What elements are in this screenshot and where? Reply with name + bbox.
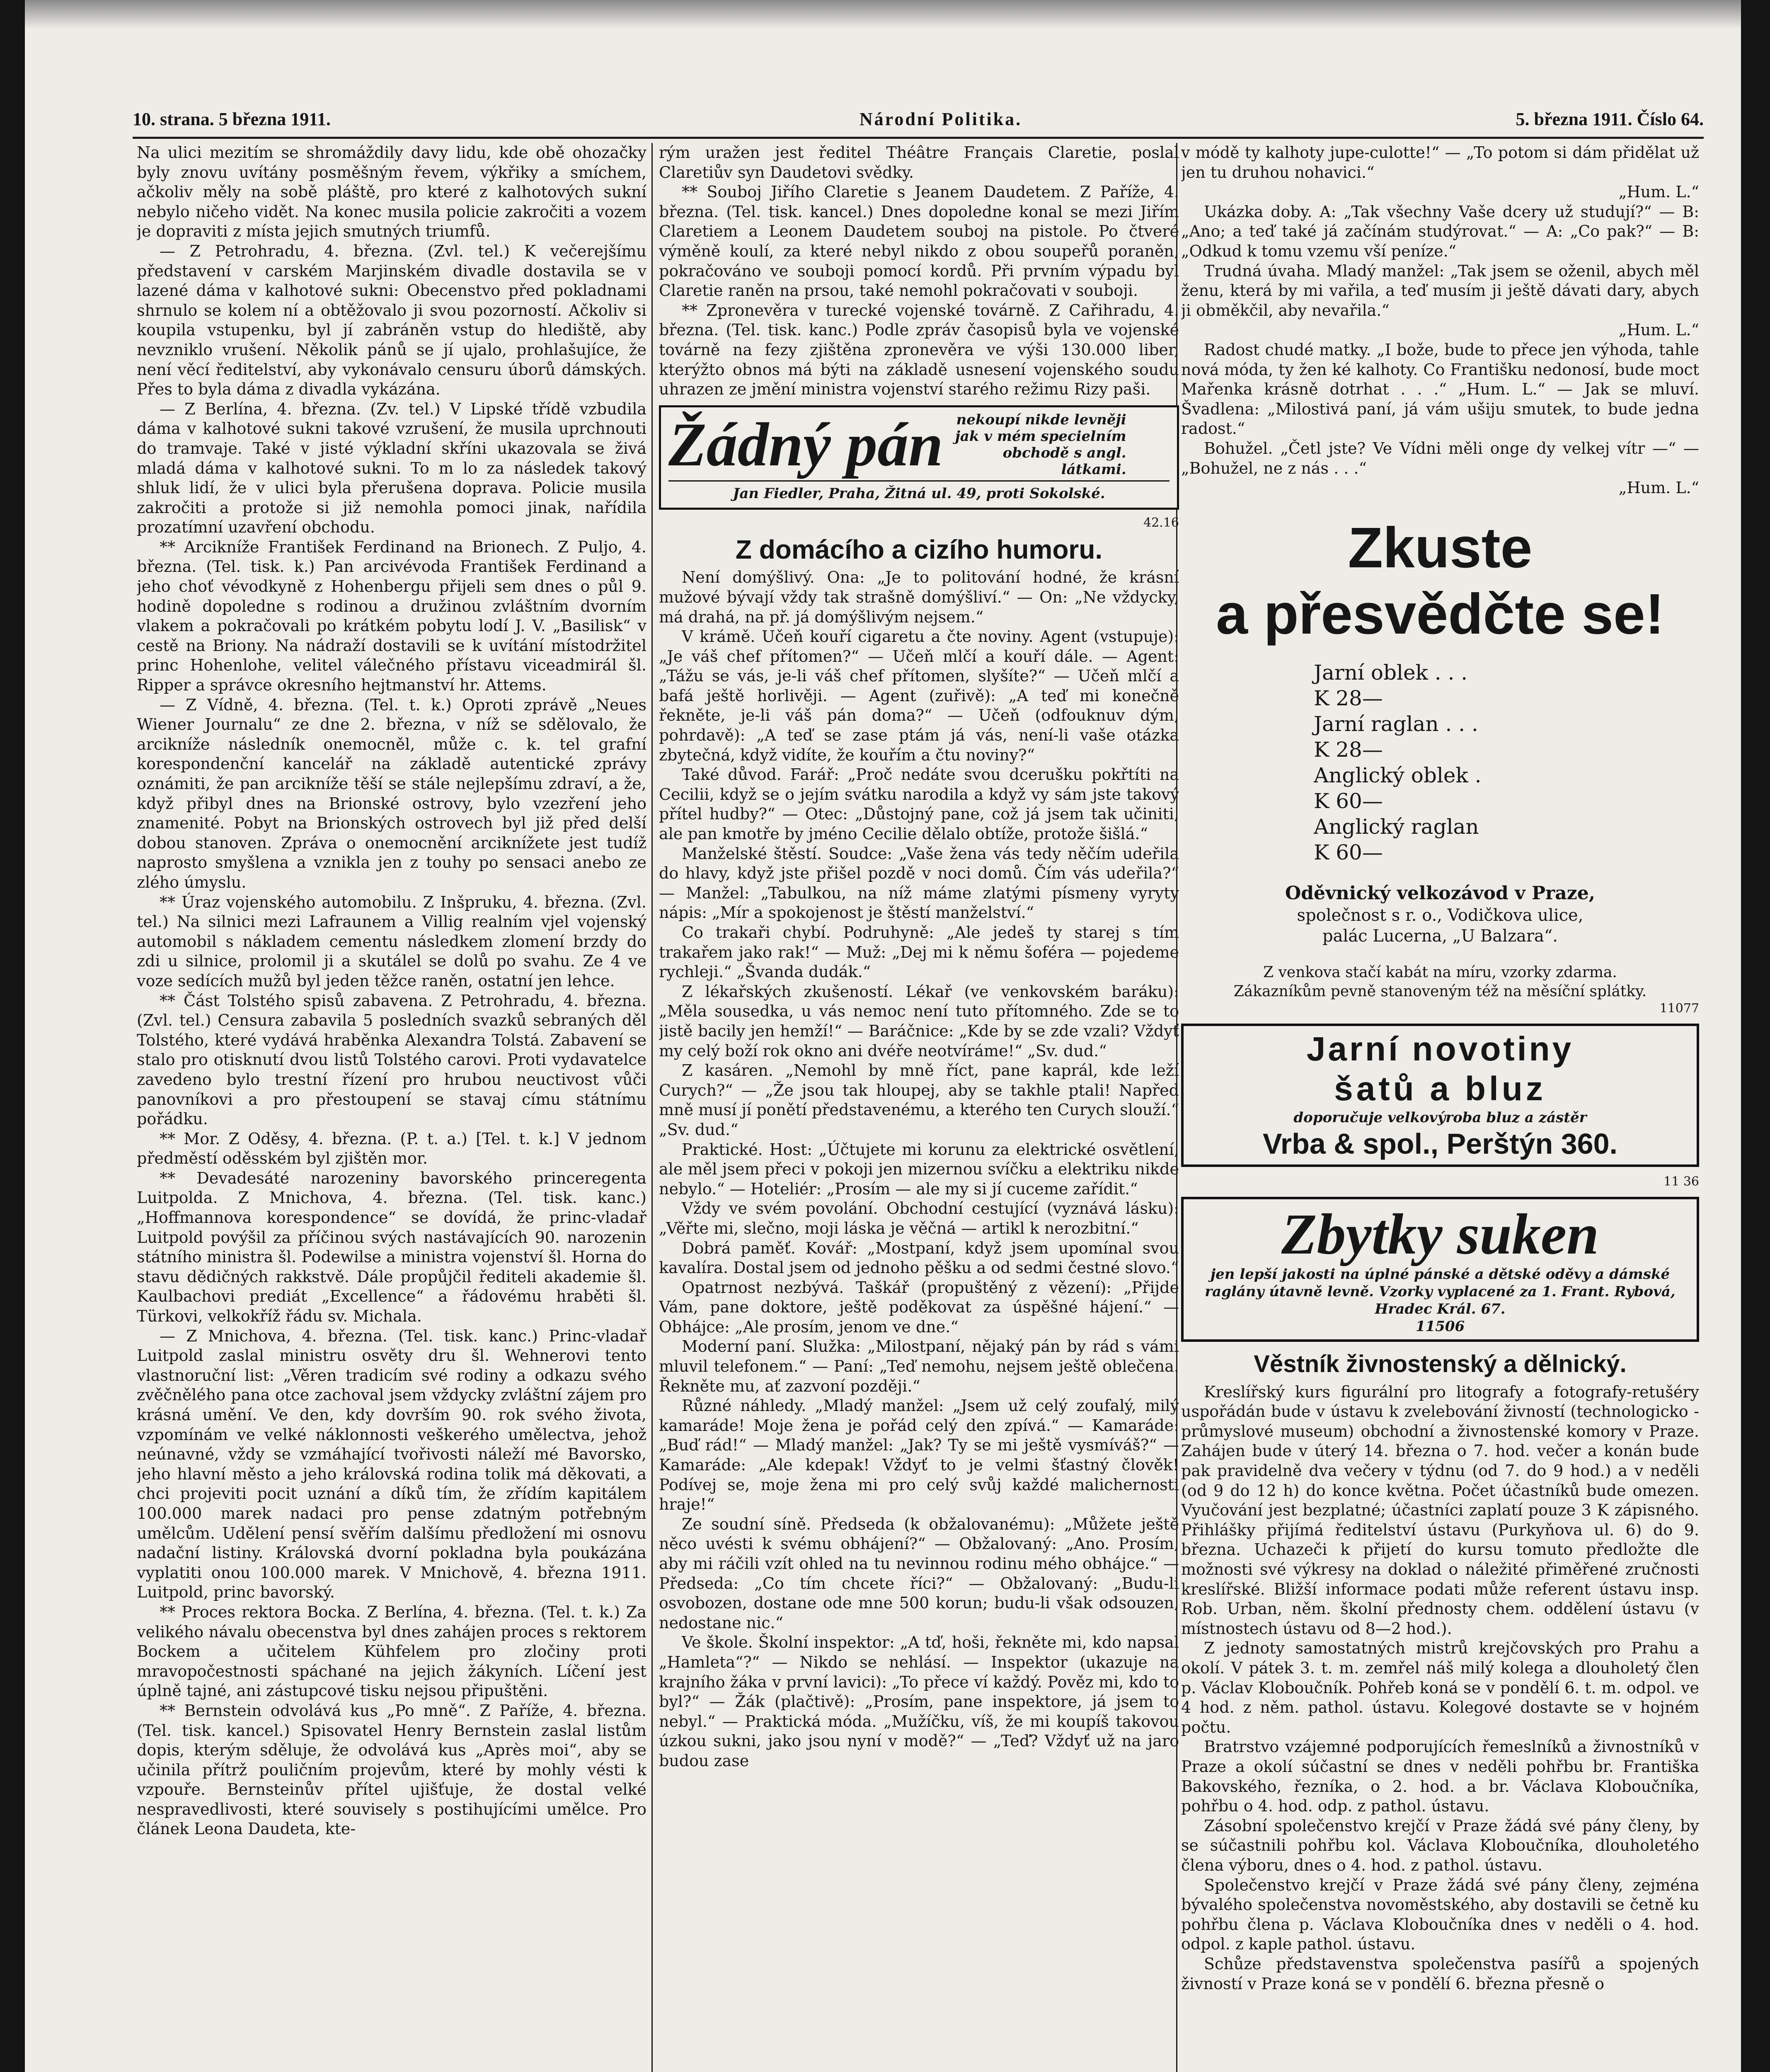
header-rule	[133, 137, 1704, 139]
article-paragraph: ** Devadesáté narozeniny bavorského princeregenta Luitpolda. Z Mnichova, 4. března. (Tel. tisk. kanc.) „Hoffmannova korespondence“ se dovídá, že princ-vladař Luitpold povýšil za příčinou svých nastávajících 90. narozenin státního ministra šl. Podewilse a ministra vojenství šl. Horna do stavu dědičných rakkstvě. Dále propůjčil řediteli akademie šl. Kaulbachovi prediát „Excellence“ a řádovému hraběti šl. Türkovi, velkokříž řádu sv. Michala.	[137, 1169, 646, 1326]
advertisement-zkuste	[1181, 515, 1699, 1016]
humor-paragraph: Opatrnost nezbývá. Taškář (propuštěný z vězení): „Přijde Vám, pane doktore, ještě poděkovat za úspěšné hájení.“ — Obhájce: „Ale prosím, jenom ve dne.“	[659, 1278, 1179, 1336]
humor-paragraph: Manželské štěstí. Soudce: „Vaše žena vás tedy něčím udeřila do hlavy, když jste přišel pozdě v noci domů. Čím vás udeřila?“ — Manžel: „Tabulkou, na níž máme zlatými písmeny vyryty nápis: „Mír a spokojenost je štěstí manželství.“	[659, 844, 1179, 922]
humor-paragraph: Dobrá paměť. Kovář: „Mostpaní, když jsem upomínal svou kavalíra. Dostal jsem od jednoho pěšku a od sedmi čestné slovo.“	[659, 1239, 1179, 1277]
humor-paragraph: Vždy ve svém povolání. Obchodní cestující (vyznává lásku): „Věřte mi, slečno, moji láska je věčná — artikl k nerozbitní.“	[659, 1199, 1179, 1237]
header-date-number: 5. března 1911. Číslo 64.	[1516, 109, 1704, 129]
price-row	[1314, 711, 1699, 762]
humor-paragraph: Z kasáren. „Nemohl by mně říct, pane kaprál, kde leží Curych?“ — „Že jsou tak hloupej, aby se takhle ptali! Napřed mně musí jí ponětí představenému, a kterého ten Curych slouží.“ „Sv. dud.“	[659, 1061, 1179, 1139]
humor-paragraph: Praktické. Host: „Účtujete mi korunu za elektrické osvětlení, ale měl jsem přeci v pokoji jen mizernou svíčku a elektriku nikde nebylo.“ — Hoteliér: „Prosím — ale my si jí cuceme zařídit.“	[659, 1140, 1179, 1198]
article-paragraph: Na ulici mezitím se shromáždily davy lidu, kde obě ohozačky byly znovu uvítány posměšným řevem, výkřiky a smíchem, ačkoliv měly na sobě pláště, pro které z kalhotových sukní nebylo ničeho vidět. Na konec musila policie zakročiti a vozem je dopraviti z místa jejich smutných triumfů.	[137, 143, 646, 241]
ad-number: 11077	[1659, 1001, 1699, 1016]
article-paragraph: ** Bernstein odvolává kus „Po mně“. Z Paříže, 4. března. (Tel. tisk. kancel.) Spisovatel Henry Bernstein zaslal listům dopis, kterým sděluje, že odvolává kus „Après moi“, aby se učinila přítrž pouličním projevům, které by mohly vésti k vzpouře. Bernsteinův přítel ujišťuje, že dostal velké nespravedlivosti, které souvisely s postihujícími umělce. Pro článek Leona Daudeta, kte-	[137, 1701, 646, 1838]
ad-store-line: společnost s r. o., Vodičkova ulice,	[1297, 905, 1584, 925]
article-paragraph: ** Zpronevěra v turecké vojenské továrně. Z Cařihradu, 4. března. (Tel. tisk. kanc.) Podle zpráv časopisů byla ve vojenské továrně na fezy zjištěna zpronevěra ve výši 130.000 liber, kterýžto obnos má býti na základě usnesení vojenského soudu uhrazen ze jmění ministra vojenství starého režimu Rizy paši.	[659, 301, 1179, 399]
ad-headline-line1: Zkuste	[1348, 516, 1533, 580]
humor-paragraph: Není domýšlivý. Ona: „Je to politování hodné, že krásní mužové bývají vždy tak strašně domýšliví.“ — On: „Ne vždycky, má drahá, na př. já domýšlivým nejsem.“	[659, 568, 1179, 626]
humor-paragraph: Radost chudé matky. „I bože, bude to přece jen výhoda, tahle nová móda, ty žen ké kalhoty. Co Františku nedonosí, bude moct Mařenka krásně dotrhat . . .“ „Hum. L.“ — Jak se mluví. Švadlena: „Milostivá paní, já vám ušiju smutek, to bude jedna radost.“	[1181, 340, 1699, 438]
article-paragraph: Zásobní společenstvo krejčí v Praze žádá své pány členy, by se súčastnili pohřbu kol. Václava Kloboučníka, dlouholetého člena výboru, dnes o 4. hod. z pathol. ústavu.	[1181, 1816, 1699, 1874]
ad-address: Jan Fiedler, Praha, Žitná ul. 49, proti Sokolské.	[668, 480, 1170, 504]
ad-headline: Žádný pán	[668, 410, 943, 479]
ad-company: Vrba & spol., Perštýn 360.	[1263, 1127, 1617, 1160]
column-1	[137, 143, 646, 2072]
ad-text: 11506	[1415, 1318, 1465, 1335]
column-2	[659, 143, 1179, 2072]
signature: „Hum. L.“	[1618, 321, 1699, 339]
advertisement-jarni-novotiny	[1181, 1024, 1699, 1167]
price-value: K 60—	[1314, 840, 1383, 864]
signature: „Hum. L.“	[1618, 183, 1699, 201]
price-item: Anglický oblek .	[1314, 763, 1482, 787]
article-paragraph: ** Úraz vojenského automobilu. Z Inšpruku, 4. března. (Zvl. tel.) Na silnici mezi Lafraunem a Villig realním vjel vojenský automobil s nákladem cementu následkem zlomení brzdy do zdi u silnice, prolomil ji a skutálel se dolů po svahu. Ze 4 ve voze sedících mužů byl jeden těžce raněn, ostatní jen lehce.	[137, 893, 646, 990]
humor-paragraph: V krámě. Učeň kouří cigaretu a čte noviny. Agent (vstupuje): „Je váš chef přítomen?“ — Učeň mlčí a kouří dále. — Agent: „Tážu se vás, je-li váš chef přítomen, slyšíte?“ — Učeň mlčí a bafá ještě horlivěji. — Agent (zuřivě): „A teď mi konečně řekněte, je-li váš pán doma?“ — Učeň (odfouknuv dým, pohrdavě): „A teď se zase ptám já vás, není-li vaše otázka zbytečná, když vidíte, že kouřím a čtu noviny?“	[659, 627, 1179, 764]
ad-number: 42.16	[1143, 516, 1179, 530]
article-paragraph: ** Proces rektora Bocka. Z Berlína, 4. března. (Tel. t. k.) Za velikého návalu obecenstva byl dnes zahájen proces s rektorem Bockem a učitelem Kühfelem pro zločiny proti mravopočestnosti spáchané na jejich žákyních. Líčení jest úplně tajné, ani zástupcové tisku nejsou připuštěni.	[137, 1602, 646, 1700]
article-paragraph: — Z Berlína, 4. března. (Zv. tel.) V Lipské třídě vzbudila dáma v kalhotové sukni takové vzrušení, že musila uprchnouti do tramvaje. Také v jisté výkladní skříni ukazovala se živá mladá dáma v kalhotové sukni. To m lo za následek takový shluk lidí, že v ulici byla přerušena doprava. Policie musila zakročiti a protože si již nemohla pomoci jinak, nařídila prozatímní uzavření obchodu.	[137, 399, 646, 537]
ad-headline-line2: a přesvědčte se!	[1216, 582, 1664, 646]
price-item: Jarní raglan . . .	[1314, 712, 1478, 736]
humor-paragraph: Také důvod. Farář: „Proč nedáte svou dcerušku pokřtíti na Cecilii, když se o jejím svátku narodila a když vy sám jste takový přítel hudby?“ — Otec: „Důstojný pane, což já jsem tak učiniti, ale pan kmotře by jméno Cecilie dělalo obtíže, protože šišlá.“	[659, 765, 1179, 843]
advertisement-zbytky-suken	[1181, 1197, 1699, 1342]
humor-paragraph: Moderní paní. Služka: „Milostpaní, nějaký pán by rád s vámi mluvil telefonem.“ — Paní: „Teď nemohu, nejsem ještě oblečena. Řekněte mu, ať zazvoní později.“	[659, 1337, 1179, 1395]
price-row	[1314, 660, 1699, 711]
price-item: Jarní oblek . . .	[1314, 660, 1468, 685]
article-paragraph: Společenstvo krejčí v Praze žádá své pány členy, zejména bývalého společenstva novoměstského, aby dostavili se četně ku pohřbu člena p. Václava Kloboučníka dnes v neděli o 4. hod. odpol. z kaple pathol. ústavu.	[1181, 1876, 1699, 1953]
section-title: Z domácího a cizího humoru.	[735, 535, 1103, 565]
header-newspaper-title: Národní Politika.	[859, 109, 1022, 129]
ad-headline: Jarní novotiny	[1306, 1030, 1574, 1068]
article-paragraph: — Z Vídně, 4. března. (Tel. t. k.) Oproti zprávě „Neues Wiener Journalu“ ze dne 2. března, v níž se sdělovalo, že arcikníže následník onemocněl, může c. k. tel grafní korespondenční kancelář na základě autentické zprávy oznámiti, že pan arcikníže těší se stále nejlepšímu zdraví, a že, když přibyl dnes na Brionské ostrovy, bylo vzezření jeho znamenité. Pobyt na Brionských ostrovech byl již před delší dobou stanoven. Zpráva o onemocnění arciknížete jest tudíž naprosto smyšlena a vznikla jen z touhy po sensaci anebo ze zlého úmyslu.	[137, 695, 646, 891]
article-paragraph: Kreslířský kurs figurální pro litografy a fotografy-retušéry uspořádán bude v ústavu k zvelebování živností (technologicko - průmyslové museum) obchodní a živnostenské komory v Praze. Zahájen bude v úterý 14. března o 7. hod. večer a konán bude pak pravidelně dva večery v týdnu (od 7. do 9 hod.) a v neděli (od 9 do 12 h) do konce května. Počet účastníků bude omezen. Vyučování jest bezplatné; účastníci zaplatí pouze 3 K zápisného. Přihlášky přijímá ředitelství ústavu (Purkyňova ul. 6) do 9. března. Uchazeči k přijetí do kursu tomuto předložte dle možnosti své výkresy na doklad o náležité přiměřené zručnosti kreslířské. Bližší informace podati může referent ústavu insp. Rob. Urban, něm. školní přednosty chem. oddělení ústavu (v místnostech ústavu od 8—2 hod.).	[1181, 1382, 1699, 1638]
column-3	[1181, 143, 1699, 2072]
signature: „Hum. L.“	[1618, 479, 1699, 497]
scan-right-edge	[1741, 0, 1770, 2072]
humor-paragraph: Co trakaři chybí. Podruhyně: „Ale jedeš ty starej s tím trakařem jako rak!“ — Muž: „Dej mi k němu šoféra — pojedeme rychleji.“ „Švanda dudák.“	[659, 923, 1179, 981]
ad-side-text: nekoupí nikde levněji jak v mém specielním obchodě s angl. látkami.	[955, 411, 1126, 478]
article-paragraph: — Z Petrohradu, 4. března. (Zvl. tel.) K večerejšímu představení v carském Marjinském divadle dostavila se v lazené dáma v kalhotové sukni: Obecenstvo před pokladnami shrnulo se kolem ní a obtěžovalo ji svou pozorností. Ačkoliv si koupila vstupenku, byl jí zabráněn vstup do hlediště, aby nevzniklo vrušení. Několik pánů se jí ujalo, prohlašujíce, že není věcí ředitelství, aby vykonávalo censuru úborů dámských. Přes to byla dáma z divadla vykázána.	[137, 242, 646, 399]
humor-paragraph: v módě ty kalhoty jupe-culotte!“ — „To potom si dám přidělat už jen tu druhou nohavici.“	[1181, 143, 1699, 182]
scan-top-edge	[0, 0, 1770, 29]
ad-headline: Zbytky suken	[1281, 1202, 1599, 1266]
article-paragraph: Z jednoty samostatných mistrů krejčovských pro Prahu a okolí. V pátek 3. t. m. zemřel náš milý kolega a dlouholetý člen p. Václav Kloboučník. Pohřeb koná se v pondělí 6. t. m. odpol. ve 4 hod. z něm. pathol. ústavu. Kolegové dostavte se v hojném počtu.	[1181, 1639, 1699, 1736]
ad-text: jen lepší jakosti na úplné pánské a dětské oděvy a dámské raglány útavně levně. Vzorky vyplacené za 1. Frant. Rybová, Hradec Král. 67.	[1205, 1266, 1676, 1317]
page-header	[133, 109, 1704, 133]
humor-paragraph: Ve škole. Školní inspektor: „A tď, hoši, řekněte mi, kdo napsal „Hamleta“?“ — Nikdo se nehlásí. — Inspektor (ukazuje na krajního žáka v první lavici): „To přece ví každý. Pověz mi, kdo to byl?“ — Žák (plačtivě): „Prosím, pane inspektore, já jsem to nebyl.“ — Praktická móda. „Mužíčku, víš, že mi koupíš takovou úzkou sukni, jako jsou nyní v modě?“ — „Teď? Vždyť už na jaro budou zase	[659, 1633, 1179, 1770]
article-paragraph: ** Souboj Jiřího Claretie s Jeanem Daudetem. Z Paříže, 4. března. (Tel. tisk. kancel.) Dnes dopoledne konal se mezi Jiřím Claretiem a Leonem Daudetem souboj na pistole. Po čtveré výměně koulí, za které nebyl nikdo z obou soupeřů poraněn, pokračováno ve souboji pomocí kordů. Při prvním výpadu byl Claretie raněn na prsou, také nemohl pokračovati v souboji.	[659, 183, 1179, 300]
ad-headline: šatů a bluz	[1334, 1070, 1546, 1108]
price-row	[1314, 814, 1699, 865]
price-row	[1314, 762, 1699, 814]
humor-paragraph: Ukázka doby. A: „Tak všechny Vaše dcery už studují?“ — B: „Ano; a teď také já začínám studýrovat.“ — A: „Co pak?“ — B: „Odkud k tomu vzemu vší peníze.“	[1181, 202, 1699, 260]
column-divider	[651, 143, 653, 2072]
ad-store-name: Oděvnický velkozávod v Praze,	[1285, 882, 1596, 904]
ad-store-line: palác Lucerna, „U Balzara“.	[1322, 926, 1558, 946]
price-item: Anglický raglan	[1314, 814, 1479, 839]
ad-number: 11 36	[1663, 1174, 1699, 1189]
price-value: K 28—	[1314, 686, 1383, 710]
price-value: K 60—	[1314, 789, 1383, 813]
article-paragraph: rým uražen jest ředitel Théâtre Français Claretie, poslal Claretiův syn Daudetovi svědky.	[659, 143, 1179, 182]
scan-left-edge	[0, 0, 25, 2072]
humor-paragraph: Trudná úvaha. Mladý manžel: „Tak jsem se oženil, abych měl ženu, která by mi vařila, a teď musím ji ještě dávati dary, abych ji obměkčil, aby nevařila.“	[1181, 261, 1699, 320]
ad-note: Zákazníkům pevně stanoveným též na měsíční splátky.	[1233, 983, 1647, 1000]
price-value: K 28—	[1314, 737, 1383, 762]
ad-note: Z venkova stačí kabát na míru, vzorky zdarma.	[1263, 963, 1617, 981]
article-paragraph: ** Část Tolstého spisů zabavena. Z Petrohradu, 4. března. (Zvl. tel.) Censura zabavila 5 posledních svazků sebraných děl Tolstého, které vydává hraběnka Alexandra Tolstá. Zabavení se stalo pro otisknutí dvou listů Tolstého carovi. Proti vydavatelce zavedeno bylo trestní řízení pro hrubou neuctivost vůči panovníkovi a pro přestoupení se stavaj címu státnímu pořádku.	[137, 991, 646, 1128]
section-title: Věstník živnostenský a dělnický.	[1254, 1350, 1627, 1377]
article-paragraph: ** Arcikníže František Ferdinand na Brionech. Z Puljo, 4. března. (Tel. tisk. k.) Pan arcivévoda František Ferdinand a jeho choť vévodkyně z Hohenbergu přijeli sem dnes o půl 9. hodině dopoledne s rodinou a družinou zvláštním dvorním vlakem a pokračovali po krátkém pobytu lodí J. V. „Basilisk“ v cestě na Briony. Na nádraží dostavili se k uvítání místodržitel princ Hohenlohe, velitel válečného přístavu viceadmirál šl. Ripper a správce okresního hejtmanství hr. Attems.	[137, 537, 646, 695]
article-paragraph: — Z Mnichova, 4. března. (Tel. tisk. kanc.) Princ-vladař Luitpold zaslal ministru osvěty dru šl. Wehnerovi tento vlastnoruční list: „Věren tradicím své rodiny a odkazu svého zvěčnělého pana otce zachoval jsem vždycky zvláštní zájem pro krásná umění. Ve den, kdy dovrším 90. rok svého života, vzpomínám ve velké náklonnosti veškerého umělectva, jehož neúnavné, vždy se vzmáhající tvořivosti náleží mé Bavorsko, jeho hlavní město a jeho královská rodina tolik má děkovati, a chci projeviti pocit uznání a díků tím, že zřídím kapitálem 100.000 marek nadaci pro pense zdatným potřebným umělcům. Udělení pensí svěřím dalšímu předložení mi osnovu nadační listiny. Královská dvorní pokladna byla poukázána vyplatiti onou 100.000 marek. V Mnichově, 4. března 1911. Luitpold, princ bavorský.	[137, 1326, 646, 1602]
article-paragraph: Bratrstvo vzájemné podporujících řemeslníků a živnostníků v Praze a okolí súčastní se dnes v neděli pohřbu br. Františka Bakovského, řezníka, o 2. hod. a br. Václava Kloboučníka, pohřbu o 4. hod. odp. z pathol. ústavu.	[1181, 1738, 1699, 1815]
humor-paragraph: Ze soudní síně. Předseda (k obžalovanému): „Můžete ještě něco uvésti k svému obhájení?“ — Obžalovaný: „Ano. Prosím, aby mi ráčili vzít ohled na tu nevinnou rodinu mého obhájce.“ — Předseda: „Co tím chcete říci?“ — Obžalovaný: „Budu-li osvobozen, dostane ode mne 500 korun; budu-li však odsouzen, nedostane nic.“	[659, 1515, 1179, 1632]
ad-subline: doporučuje velkovýroba bluz a zástěr	[1293, 1109, 1587, 1126]
humor-paragraph: Z lékařských zkušeností. Lékař (ve venkovském baráku): „Měla sousedka, u vás nemoc není tuto přítomného. Zde se to jistě bacily jen hemží!“ — Baráčnice: „Kde by se zde vzali? Vždyť my celý boží rok okno ani dvéře neotvíráme!“ „Sv. dud.“	[659, 982, 1179, 1060]
article-paragraph: ** Mor. Z Oděsy, 4. března. (P. t. a.) [Tel. t. k.] V jednom předměstí oděsském byl zjištěn mor.	[137, 1129, 646, 1168]
article-paragraph: Schůze představenstva společenstva pasířů a spojených živností v Praze koná se v pondělí 6. března přesně o	[1181, 1954, 1699, 1993]
humor-paragraph: Různé náhledy. „Mladý manžel: „Jsem už celý zoufalý, milý kamaráde! Moje žena je pořád celý den zpívá.“ — Kamaráde: „Buď rád!“ — Mladý manžel: „Jak? Ty se mi ještě vysmíváš?“ — Kamaráde: „Ale kdepak! Vždyť to je velmi šťastný člověk! Podívej se, moje žena mi pro celý svůj každé malichernosti hraje!“	[659, 1397, 1179, 1514]
humor-paragraph: Bohužel. „Četl jste? Ve Vídni měli onge dy velkej vítr —“ — „Bohužel, ne z nás . . .“	[1181, 439, 1699, 477]
header-page-date: 10. strana. 5 března 1911.	[133, 109, 331, 129]
advertisement-zadny-pan	[659, 405, 1179, 510]
